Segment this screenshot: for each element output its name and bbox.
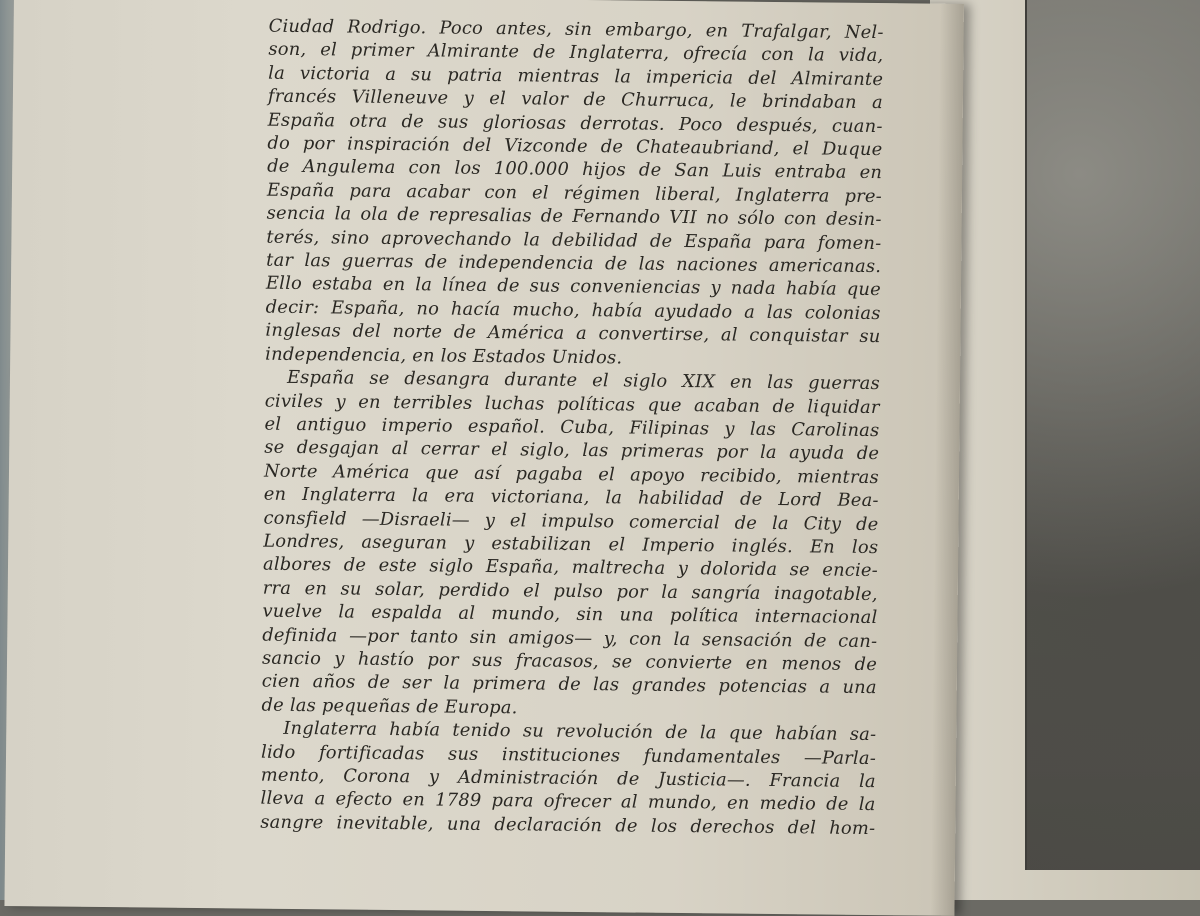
text-line: de las pequeñas de Europa. [261, 694, 518, 719]
text-line: decir: España, no hacía mucho, había ayudado a las colonias [265, 296, 881, 324]
text-line: rra en su solar, perdido el pulso por la sangría inagotable, [262, 577, 878, 605]
text-line: la victoria a su patria mientras la impericia del Almirante [268, 62, 884, 90]
text-line: cien años de ser la primera de las grandes potencias a una [261, 671, 877, 699]
text-line: el antiguo imperio español. Cuba, Filipinas y las Carolinas [264, 413, 880, 441]
text-line: España otra de sus gloriosas derrotas. Poco después, cuan- [267, 109, 883, 137]
text-line: consfield —Disraeli— y el impulso comercial de la City de [263, 507, 879, 535]
text-line: francés Villeneuve y el valor de Churruca, le brindaban a [267, 85, 884, 114]
text-line: independencia, en los Estados Unidos. [265, 343, 623, 369]
text-line: son, el primer Almirante de Inglaterra, ofrecía con la vida, [268, 39, 884, 67]
page-text-body [260, 15, 884, 841]
text-line: Ello estaba en la línea de sus conveniencias y nada había que [265, 273, 882, 301]
book-page [4, 0, 963, 916]
paragraph [261, 366, 880, 724]
text-line: Inglaterra había tenido su revolución de la que habían sa- [283, 718, 877, 746]
paragraph [265, 15, 884, 373]
text-line: sancio y hastío por sus fracasos, se convierte en menos de [261, 647, 878, 676]
text-line: Londres, aseguran y estabilizan el Imperio inglés. En los [263, 530, 879, 559]
text-line: Norte América que así pagaba el apoyo recibido, mientras [263, 460, 880, 488]
text-line: terés, sino aprovechando la debilidad de España para fomen- [266, 226, 882, 254]
facing-dark-plate [1025, 0, 1200, 870]
text-line: sangre inevitable, una declaración de los derechos del hom- [260, 811, 876, 839]
text-line: definida —por tanto sin amigos— y, con la sensación de can- [262, 624, 878, 652]
text-line: España se desangra durante el siglo XIX en las guerras [286, 366, 881, 395]
text-line: mento, Corona y Administración de Justicia—. Francia la [260, 764, 876, 793]
text-line: España para acabar con el régimen liberal, Inglaterra pre- [266, 179, 883, 207]
text-line: tar las guerras de independencia de las naciones americanas. [266, 249, 882, 278]
text-line: vuelve la espalda al mundo, sin una política internacional [262, 600, 878, 629]
text-line: lleva a efecto en 1789 para ofrecer al mundo, en medio de la [260, 788, 876, 816]
text-line: inglesas del norte de América a convertirse, al conquistar su [265, 319, 881, 348]
text-line: Ciudad Rodrigo. Poco antes, sin embargo, en Trafalgar, Nel- [268, 15, 884, 44]
text-line: se desgajan al cerrar el siglo, las primeras por la ayuda de [264, 436, 880, 465]
paragraph [260, 717, 876, 840]
text-line: civiles y en terribles luchas políticas que acaban de liquidar [264, 390, 880, 418]
text-line: albores de este siglo España, maltrecha y dolorida se encie- [262, 553, 879, 582]
text-line: sencia la ola de represalias de Fernando VII no sólo con desin- [266, 202, 882, 231]
text-line: lido fortificadas sus instituciones fundamentales —Parla- [260, 741, 877, 769]
text-line: do por inspiración del Vizconde de Chateaubriand, el Duque [267, 132, 883, 161]
text-line: en Inglaterra la era victoriana, la habilidad de Lord Bea- [263, 483, 879, 512]
text-line: de Angulema con los 100.000 hijos de San Luis entraba en [267, 156, 883, 184]
